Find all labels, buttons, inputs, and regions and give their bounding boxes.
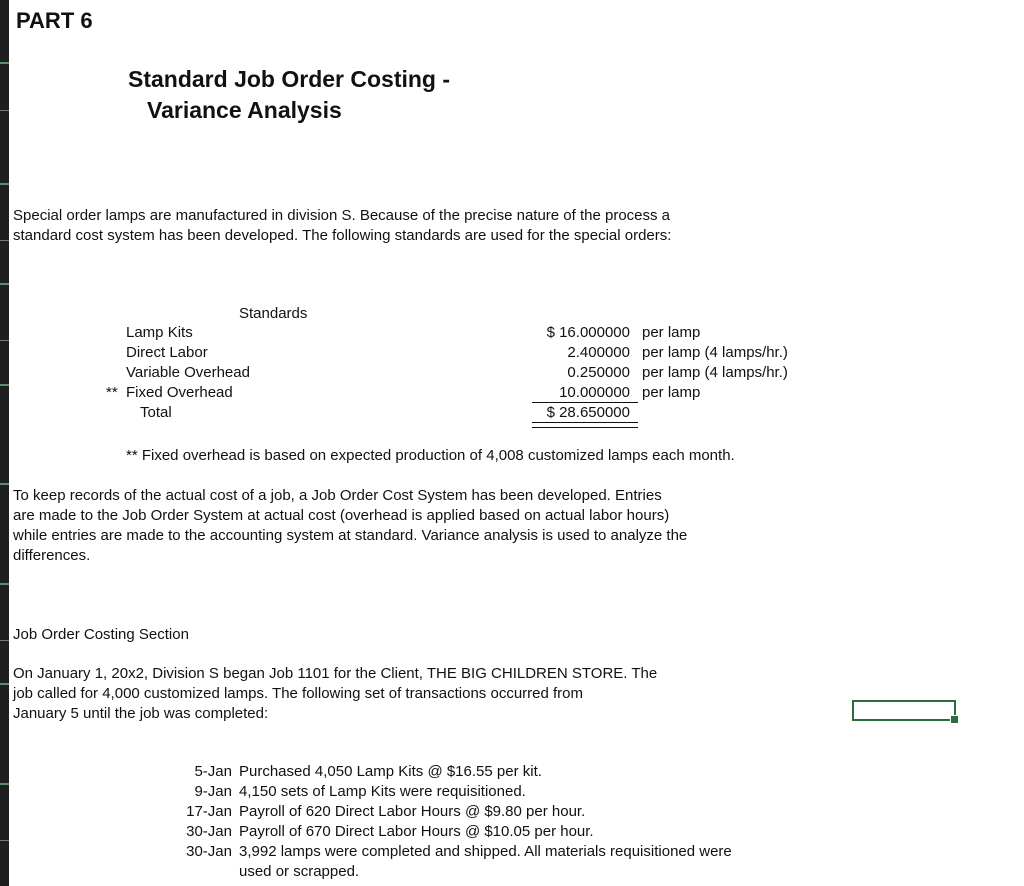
row-divider: [0, 240, 9, 241]
transaction-date: 30-Jan: [186, 843, 232, 860]
part-title: PART 6: [16, 8, 93, 33]
transaction-text: Payroll of 620 Direct Labor Hours @ $9.80 per hour.: [239, 803, 586, 820]
selected-cell[interactable]: [852, 700, 956, 721]
standard-value-fixed-overhead: 10.000000: [559, 384, 630, 401]
row-marker: [0, 583, 9, 585]
row-marker: [0, 62, 9, 64]
standard-value-lamp-kits: $ 16.000000: [546, 324, 630, 341]
transaction-date: 9-Jan: [194, 783, 232, 800]
transaction-date: 17-Jan: [186, 803, 232, 820]
job-line: job called for 4,000 customized lamps. The following set of transactions occurred from: [13, 685, 583, 702]
standard-unit-variable-overhead: per lamp (4 lamps/hr.): [642, 364, 788, 381]
standard-value-variable-overhead: 0.250000: [567, 364, 630, 381]
standard-label-total: Total: [140, 404, 172, 421]
transaction-text: 4,150 sets of Lamp Kits were requisitioned.: [239, 783, 526, 800]
intro-line: standard cost system has been developed. The following standards are used for the special orders:: [13, 227, 672, 244]
records-line: are made to the Job Order System at actual cost (overhead is applied based on actual labor hours): [13, 507, 670, 524]
footnote-marker: **: [106, 384, 118, 401]
row-divider: [0, 340, 9, 341]
row-header-strip[interactable]: [0, 0, 9, 886]
transaction-text: Purchased 4,050 Lamp Kits @ $16.55 per kit.: [239, 763, 542, 780]
standards-header: Standards: [239, 305, 308, 322]
transaction-text: used or scrapped.: [239, 863, 360, 880]
row-marker: [0, 483, 9, 485]
row-marker: [0, 683, 9, 685]
page-title-line-1: Standard Job Order Costing -: [128, 66, 451, 92]
standard-value-direct-labor: 2.400000: [567, 344, 630, 361]
section-heading: Job Order Costing Section: [13, 626, 189, 643]
job-line: January 5 until the job was completed:: [13, 705, 269, 722]
row-marker: [0, 384, 9, 386]
standard-label-direct-labor: Direct Labor: [126, 344, 208, 361]
row-divider: [0, 840, 9, 841]
standard-label-lamp-kits: Lamp Kits: [126, 324, 193, 341]
transaction-text: Payroll of 670 Direct Labor Hours @ $10.05 per hour.: [239, 823, 594, 840]
intro-line: Special order lamps are manufactured in division S. Because of the precise nature of the process a: [13, 207, 671, 224]
transaction-date: 5-Jan: [194, 763, 232, 780]
transaction-date: 30-Jan: [186, 823, 232, 840]
fill-handle[interactable]: [950, 715, 959, 724]
row-divider: [0, 640, 9, 641]
subtotal-underline: [532, 402, 638, 403]
standard-unit-lamp-kits: per lamp: [642, 324, 701, 341]
standard-value-total: $ 28.650000: [546, 404, 630, 421]
page-title-line-2: Variance Analysis: [147, 97, 342, 123]
standard-unit-direct-labor: per lamp (4 lamps/hr.): [642, 344, 788, 361]
records-line: while entries are made to the accounting system at standard. Variance analysis is used to analyze the: [13, 527, 688, 544]
row-marker: [0, 783, 9, 785]
standard-unit-fixed-overhead: per lamp: [642, 384, 701, 401]
fixed-overhead-footnote: ** Fixed overhead is based on expected production of 4,008 customized lamps each month.: [126, 447, 735, 464]
standard-label-fixed-overhead: Fixed Overhead: [126, 384, 233, 401]
row-marker: [0, 183, 9, 185]
transaction-text: 3,992 lamps were completed and shipped. All materials requisitioned were: [239, 843, 732, 860]
row-divider: [0, 110, 9, 111]
records-line: To keep records of the actual cost of a job, a Job Order Cost System has been developed. Entries: [13, 487, 662, 504]
records-line: differences.: [13, 547, 91, 564]
row-marker: [0, 283, 9, 285]
job-line: On January 1, 20x2, Division S began Job 1101 for the Client, THE BIG CHILDREN STORE. The: [13, 665, 658, 682]
standard-label-variable-overhead: Variable Overhead: [126, 364, 250, 381]
total-double-underline: [532, 422, 638, 428]
